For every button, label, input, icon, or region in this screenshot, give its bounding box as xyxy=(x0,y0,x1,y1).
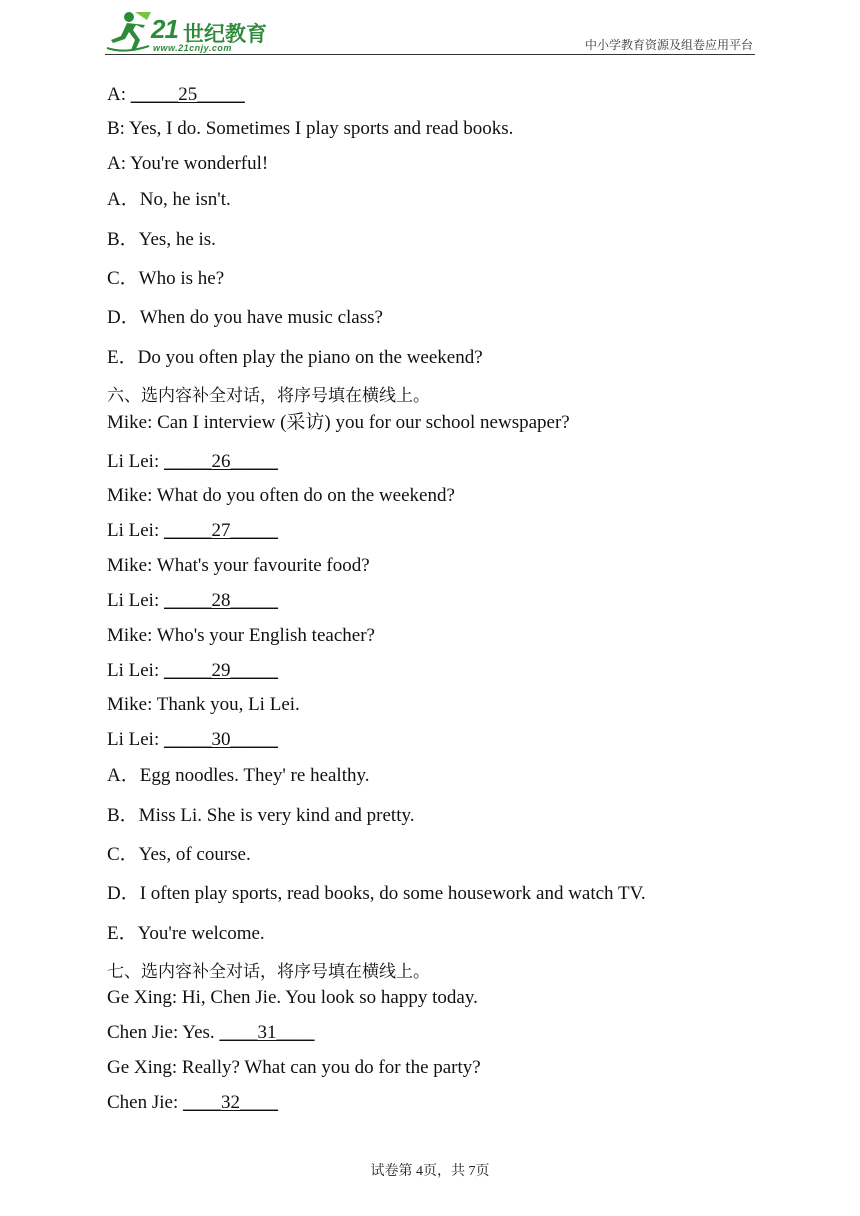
text-line xyxy=(107,625,375,648)
line-text: C．Who is he? xyxy=(107,268,225,289)
text-line xyxy=(107,307,383,330)
dialogue-line-with-blank xyxy=(107,520,278,543)
text-line xyxy=(107,987,478,1010)
logo-number: 21 xyxy=(151,14,178,44)
dialogue-line-with-blank xyxy=(107,660,278,683)
answer-blank: _____30_____ xyxy=(163,729,278,750)
line-text: 七、选内容补全对话，将序号填在横线上。 xyxy=(107,962,430,982)
line-text: Mike: Thank you, Li Lei. xyxy=(107,694,300,715)
text-line xyxy=(107,189,231,212)
text-line xyxy=(107,765,370,788)
text-line xyxy=(107,555,370,578)
line-text: B．Yes, he is. xyxy=(107,229,216,250)
page-header xyxy=(105,8,755,55)
line-text: 六、选内容补全对话，将序号填在横线上。 xyxy=(107,386,430,406)
text-line xyxy=(107,268,224,291)
logo xyxy=(105,10,275,54)
text-line xyxy=(107,118,513,141)
text-line xyxy=(107,923,265,946)
line-text: Chen Jie: Yes. xyxy=(107,1022,220,1043)
answer-blank: ____32____ xyxy=(183,1092,278,1113)
dialogue-line-with-blank xyxy=(107,84,245,107)
line-text: B．Miss Li. She is very kind and pretty. xyxy=(107,805,415,826)
text-line xyxy=(107,844,251,867)
line-text: Li Lei: xyxy=(107,451,164,472)
text-line xyxy=(107,883,646,906)
line-text: Mike: Can I interview (采访) you for our school newspaper? xyxy=(107,412,570,433)
text-line xyxy=(107,412,570,435)
line-text: E．Do you often play the piano on the weekend? xyxy=(107,347,483,368)
page-footer: 试卷第 4页，共 7页 xyxy=(370,1164,490,1179)
runner-icon xyxy=(105,10,153,54)
line-text: Mike: Who's your English teacher? xyxy=(107,625,375,646)
answer-blank: _____27_____ xyxy=(163,520,278,541)
line-text: Chen Jie: xyxy=(107,1092,183,1113)
dialogue-line-with-blank xyxy=(107,1092,278,1115)
text-line xyxy=(107,347,483,370)
line-text: A．No, he isn't. xyxy=(107,189,231,210)
line-text: Mike: What's your favourite food? xyxy=(107,555,370,576)
text-line xyxy=(107,805,415,828)
line-text: D．I often play sports, read books, do some housework and watch TV. xyxy=(107,883,646,904)
text-line xyxy=(107,485,455,508)
dialogue-line-with-blank xyxy=(107,729,278,752)
dialogue-line-with-blank xyxy=(107,590,278,613)
line-text: Ge Xing: Really? What can you do for the party? xyxy=(107,1057,481,1078)
line-text: B: Yes, I do. Sometimes I play sports and read books. xyxy=(107,118,514,139)
line-text: Li Lei: xyxy=(107,729,164,750)
logo-url: www.21cnjy.com xyxy=(153,43,232,53)
line-text: Li Lei: xyxy=(107,520,164,541)
section-heading xyxy=(107,962,430,982)
answer-blank: _____28_____ xyxy=(163,590,278,611)
section-heading xyxy=(107,386,430,406)
line-text: Mike: What do you often do on the weekend? xyxy=(107,485,455,506)
line-text: A: xyxy=(107,84,131,105)
dialogue-line-with-blank xyxy=(107,1022,314,1045)
line-text: Li Lei: xyxy=(107,590,164,611)
line-text: Li Lei: xyxy=(107,660,164,681)
answer-blank: _____29_____ xyxy=(163,660,278,681)
line-text: Ge Xing: Hi, Chen Jie. You look so happy today. xyxy=(107,987,478,1008)
line-text: E．You're welcome. xyxy=(107,923,265,944)
text-line xyxy=(107,229,216,252)
answer-blank: ____31____ xyxy=(219,1022,315,1043)
answer-blank: _____25_____ xyxy=(130,84,245,105)
line-text: D．When do you have music class? xyxy=(107,307,383,328)
text-line xyxy=(107,694,300,717)
logo-chinese: 世纪教育 xyxy=(183,22,267,46)
line-text: A．Egg noodles. They' re healthy. xyxy=(107,765,370,786)
line-text: A: You're wonderful! xyxy=(107,153,269,174)
text-line xyxy=(107,1057,481,1080)
answer-blank: _____26_____ xyxy=(163,451,278,472)
platform-title: 中小学教育资源及组卷应用平台 xyxy=(584,38,753,52)
line-text: C．Yes, of course. xyxy=(107,844,251,865)
dialogue-line-with-blank xyxy=(107,451,278,474)
text-line xyxy=(107,153,268,176)
